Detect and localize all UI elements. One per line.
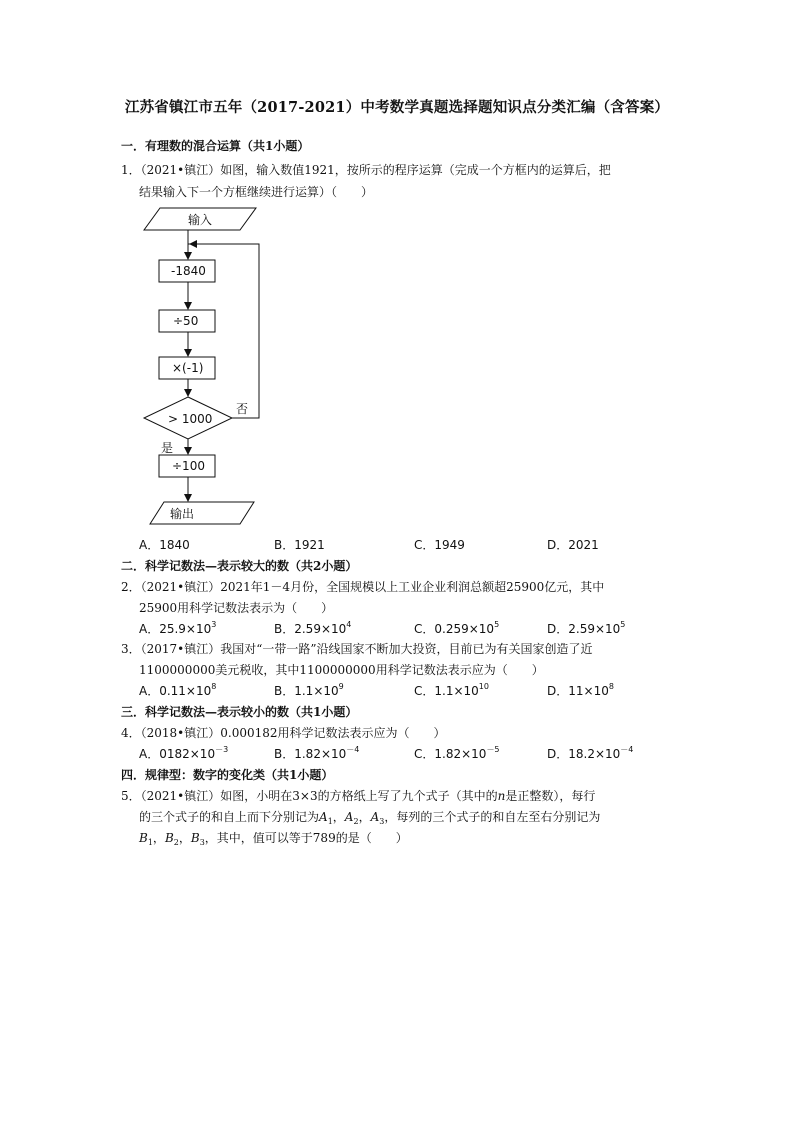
- question-2-line-2: 25900用科学记数法表示为（ ）: [139, 601, 334, 615]
- question-number: 5．: [121, 789, 141, 803]
- no-branch-label: 否: [236, 402, 249, 416]
- option-a[interactable]: A．1840: [139, 538, 190, 552]
- question-2-line-1: [121, 578, 604, 595]
- option-d[interactable]: D．2021: [547, 538, 599, 552]
- option-c[interactable]: C．$0.259\times 10^5$: [414, 620, 500, 636]
- option-d[interactable]: D．$2.59\times 10^5$: [547, 620, 626, 636]
- question-5-line-2: 的三个式子的和自上而下分别记为$A_1$，$A_2$，$A_3$，每列的三个式子的和自左至右分别记为: [139, 810, 601, 826]
- step-subtract-label: -1840: [171, 264, 206, 278]
- yes-branch-label: 是: [161, 441, 174, 455]
- question-number: 4．: [121, 726, 141, 740]
- question-3-line-1: [121, 640, 593, 657]
- option-a[interactable]: A．$0.11\times 10^8$: [139, 682, 217, 698]
- question-number: 2．: [121, 580, 141, 594]
- step-multiply-label: ×(-1): [172, 361, 204, 375]
- question-1-options: [139, 536, 679, 552]
- question-number: 1．: [121, 163, 141, 177]
- question-3-line-2: 1100000000美元税收，其中1100000000用科学记数法表示应为（ ）: [139, 663, 544, 677]
- question-4-options: [139, 745, 679, 761]
- option-d[interactable]: D．$11\times 10^8$: [547, 682, 614, 698]
- output-label: 输出: [170, 507, 195, 521]
- section-heading-1: 一．有理数的混合运算（共1小题）: [121, 139, 310, 153]
- question-text: （2021•镇江）如图，输入数值1921，按所示的程序运算（完成一个方框内的运算后，把: [140, 163, 611, 177]
- question-3-options: [139, 682, 679, 698]
- option-a[interactable]: A．$0182\times 10^{-3}$: [139, 745, 229, 761]
- variable-n: n: [497, 789, 506, 803]
- option-b[interactable]: B．1921: [274, 538, 325, 552]
- option-b[interactable]: B．$1.1\times 10^9$: [274, 682, 344, 698]
- option-c[interactable]: C．1949: [414, 538, 465, 552]
- document-title: 江苏省镇江市五年（2017-2021）中考数学真题选择题知识点分类汇编（含答案）: [124, 99, 670, 116]
- input-label: 输入: [188, 213, 213, 227]
- step-divide-label: ÷50: [173, 314, 199, 328]
- question-text: （2018•镇江）0.000182用科学记数法表示应为（ ）: [140, 726, 446, 740]
- question-number: 3．: [121, 642, 141, 656]
- question-text: （2021•镇江）2021年1－4月份，全国规模以上工业企业利润总额超25900亿元，其中: [140, 580, 605, 594]
- question-2-options: [139, 620, 679, 636]
- section-heading-2: 二．科学记数法—表示较大的数（共2小题）: [121, 559, 358, 573]
- option-c[interactable]: C．$1.82\times 10^{-5}$: [414, 745, 500, 761]
- section-heading-3: 三．科学记数法—表示较小的数（共1小题）: [121, 705, 358, 719]
- option-b[interactable]: B．$1.82\times 10^{-4}$: [274, 745, 360, 761]
- question-5-line-3: $B_1$，$B_2$，$B_3$，其中，值可以等于789的是（ ）: [139, 831, 408, 847]
- option-a[interactable]: A．$25.9\times 10^3$: [139, 620, 217, 636]
- section-heading-4: 四．规律型：数字的变化类（共1小题）: [121, 768, 334, 782]
- program-flowchart: [140, 202, 280, 532]
- question-1-line-1: [121, 161, 611, 178]
- option-b[interactable]: B．$2.59\times 10^4$: [274, 620, 352, 636]
- output-parallelogram: [150, 502, 254, 524]
- step-divide-100-label: ÷100: [172, 459, 205, 473]
- question-4-line-1: [121, 724, 446, 741]
- question-5-line-1: 5．（2021•镇江）如图，小明在3×3的方格纸上写了九个式子（其中的n是正整数），每行: [121, 789, 596, 803]
- option-d[interactable]: D．$18.2\times 10^{-4}$: [547, 745, 634, 761]
- question-1-line-2: 结果输入下一个方框继续进行运算）（ ）: [139, 185, 374, 199]
- question-text: （2017•镇江）我国对“一带一路”沿线国家不断加大投资，目前已为有关国家创造了近: [140, 642, 593, 656]
- condition-label: > 1000: [168, 412, 213, 426]
- option-c[interactable]: C．$1.1\times 10^{10}$: [414, 682, 489, 698]
